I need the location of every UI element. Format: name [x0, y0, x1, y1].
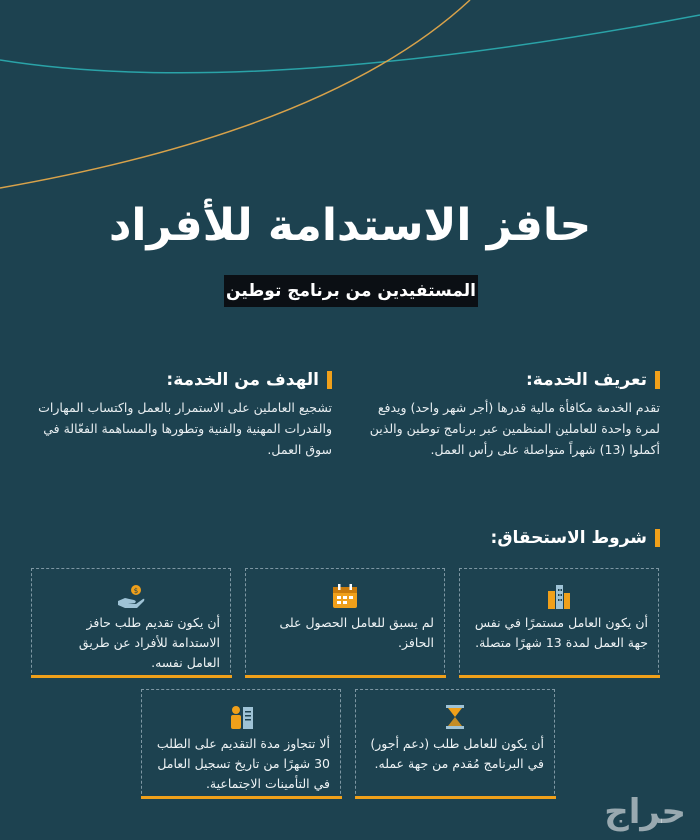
- card-underline: [245, 675, 446, 678]
- hand-coin-icon: [116, 581, 146, 611]
- card-underline: [355, 796, 556, 799]
- hourglass-icon: [440, 702, 470, 732]
- eligibility-card: [141, 689, 341, 799]
- goal-heading: [166, 370, 332, 390]
- card-underline: [141, 796, 342, 799]
- definition-heading-label: تعريف الخدمة:: [525, 370, 647, 390]
- card-underline: [459, 675, 660, 678]
- definition-heading: [526, 370, 660, 390]
- eligibility-card: [459, 568, 659, 678]
- subtitle-banner: المستفيدين من برنامج توطين: [224, 275, 478, 307]
- page-title: حافز الاستدامة للأفراد: [108, 200, 592, 251]
- eligibility-card: [245, 568, 445, 678]
- accent-bar: [655, 529, 660, 547]
- definition-text: تقدم الخدمة مكافأة مالية قدرها (أجر شهر واحد) ويدفع لمرة واحدة للعاملين المنظمين عبر برنامج توطين والذين أكملوا (13) شهراً متواصلة على رأس العمل.: [369, 400, 660, 457]
- goal-text: تشجيع العاملين على الاستمرار بالعمل واكتساب المهارات والقدرات المهنية والفنية وتطورها والمساهمة الفعّالة في سوق العمل.: [38, 400, 332, 457]
- accent-bar: [655, 371, 660, 389]
- eligibility-heading-label: شروط الاستحقاق:: [490, 528, 647, 548]
- decorative-curves: [0, 0, 700, 200]
- card-text: ألا تتجاوز مدة التقديم على الطلب 30 شهرًا من تاريخ تسجيل العامل في التأمينات الاجتماعية.: [156, 736, 330, 791]
- svg-text:$: $: [133, 587, 139, 595]
- goal-heading-label: الهدف من الخدمة:: [166, 370, 319, 390]
- calendar-icon: [330, 581, 360, 611]
- eligibility-card: [31, 568, 231, 678]
- eligibility-heading: [491, 528, 660, 548]
- eligibility-card: [355, 689, 555, 799]
- card-text: أن يكون للعامل طلب (دعم أجور) في البرنامج مُقدم من جهة عمله.: [370, 736, 544, 771]
- accent-bar: [327, 371, 332, 389]
- card-underline: [31, 675, 232, 678]
- card-text: لم يسبق للعامل الحصول على الحافز.: [279, 615, 434, 650]
- buildings-icon: [544, 581, 574, 611]
- card-text: أن يكون تقديم طلب حافز الاستدامة للأفراد عن طريق العامل نفسه.: [78, 615, 220, 670]
- card-text: أن يكون العامل مستمرًا في نفس جهة العمل لمدة 13 شهرًا متصلة.: [474, 615, 648, 650]
- worker-document-icon: [226, 702, 256, 732]
- haraj-watermark: حراج: [604, 792, 686, 832]
